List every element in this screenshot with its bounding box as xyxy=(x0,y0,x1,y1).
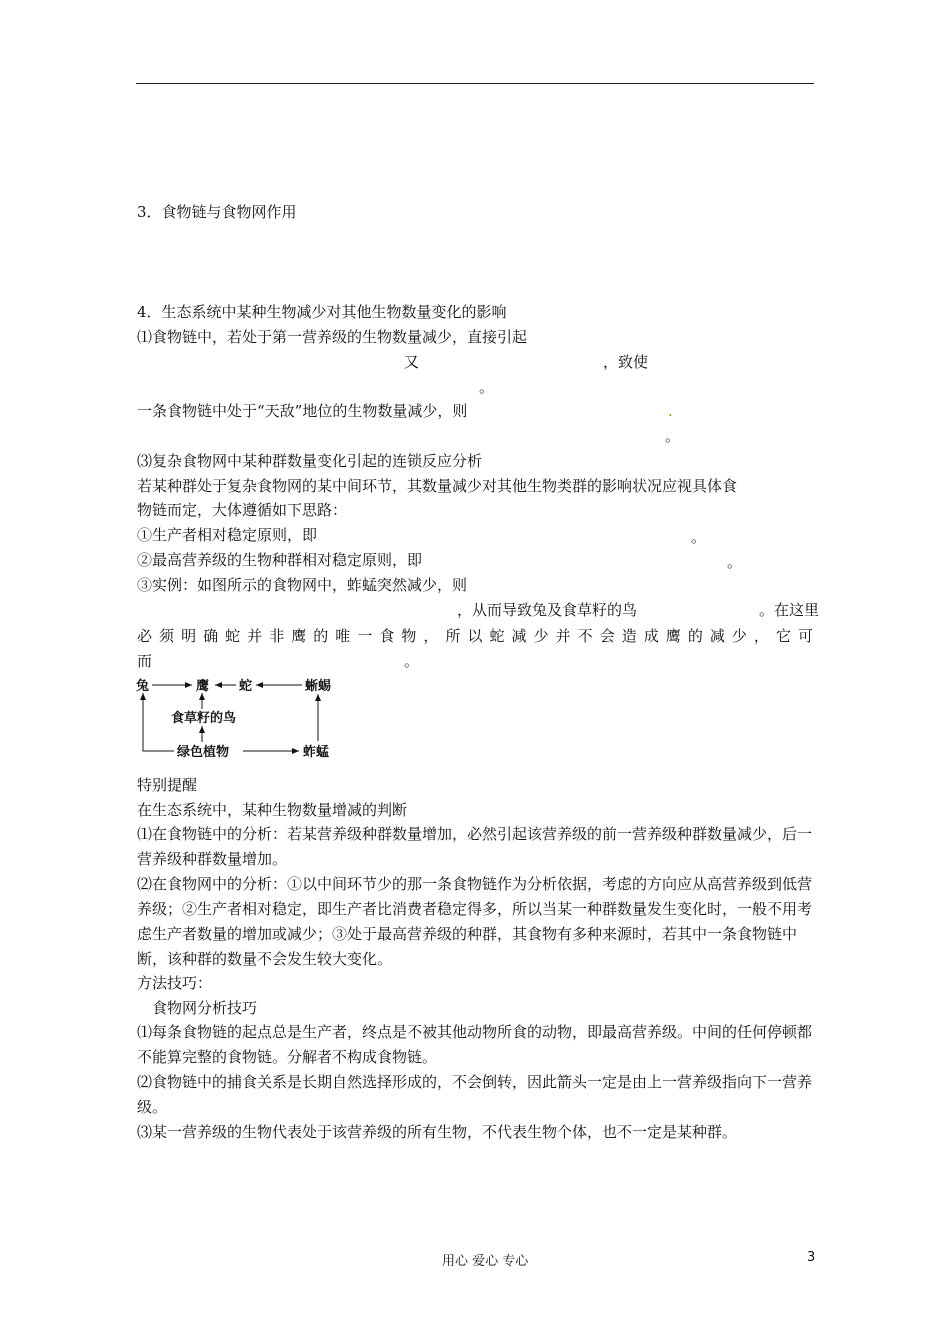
node-rabbit: 兔 xyxy=(136,679,150,694)
node-seed-bird: 食草籽的鸟 xyxy=(171,711,237,726)
methods-p1: ⑴每条食物链的起点总是生产者，终点是不被其他动物所食的动物，即最高营养级。中间的任何停顿都不能算完整的食物链。分解者不构成食物链。 xyxy=(137,1023,813,1066)
methods-subheading: 食物网分析技巧 xyxy=(152,999,258,1017)
reminder-p2: ⑵在食物网中的分析：①以中间环节少的那一条食物链作为分析依据，考虑的方向应从高营养级到低营养级；②生产者相对稳定，即生产者比消费者稳定得多，所以当某一种群数量发生变化时，一般不用考虑生产者数量的增加或减少；③处于最高营养级的种群，其食物有多种来源时，若其中一条食物链中断，该种群的数量不会发生较大变化。 xyxy=(137,875,813,968)
methods-p2: ⑵食物链中的捕食关系是长期自然选择形成的，不会倒转，因此箭头一定是由上一营养级指向下一营养级。 xyxy=(137,1073,813,1116)
food-web-diagram xyxy=(134,673,344,765)
item-1-end: 。 xyxy=(691,528,707,546)
footer-motto: 用心 爱心 专心 xyxy=(442,1254,529,1269)
node-snake: 蛇 xyxy=(239,679,253,694)
section-4-heading: 4．生态系统中某种生物减少对其他生物数量变化的影响 xyxy=(137,303,507,321)
para-3-heading: ⑶复杂食物网中某种群数量变化引起的连锁反应分析 xyxy=(137,452,483,470)
item-3-mid: ，从而导致兔及食草籽的鸟 xyxy=(457,601,638,619)
node-lizard: 蜥蜴 xyxy=(305,679,332,694)
para-3-line-2: 物链而定，大体遵循如下思路： xyxy=(137,501,348,519)
para-1-zhishi: ，致使 xyxy=(603,353,649,371)
page-number: 3 xyxy=(807,1250,816,1265)
item-3-er-end: 。 xyxy=(404,652,420,670)
node-grasshopper: 蚱蜢 xyxy=(303,745,330,760)
item-2-end: 。 xyxy=(727,553,743,571)
reminder-heading: 特别提醒 xyxy=(137,776,198,794)
para-2: 一条食物链中处于“天敌”地位的生物数量减少，则 xyxy=(137,402,468,420)
node-eagle: 鹰 xyxy=(196,679,210,694)
reminder-subheading: 在生态系统中，某种生物数量增减的判断 xyxy=(137,801,408,819)
para-1-you: 又 xyxy=(404,353,420,371)
para-3-line-1: 若某种群处于复杂食物网的某中间环节，其数量减少对其他生物类群的影响状况应视具体食 xyxy=(137,477,738,495)
item-1: ①生产者相对稳定原则，即 xyxy=(137,526,318,544)
arrow-plants-rabbit xyxy=(143,693,174,751)
item-3: ③实例：如图所示的食物网中，蚱蜢突然减少，则 xyxy=(137,576,468,594)
reminder-p1: ⑴在食物链中的分析：若某营养级种群数量增加，必然引起该营养级的前一营养级种群数量减少，后一营养级种群数量增加。 xyxy=(137,825,813,868)
para-2-end: 。 xyxy=(665,427,681,445)
item-2: ②最高营养级的生物种群相对稳定原则，即 xyxy=(137,551,423,569)
methods-p3: ⑶某一营养级的生物代表处于该营养级的所有生物，不代表生物个体，也不一定是某种群。 xyxy=(137,1123,738,1141)
header-rule xyxy=(136,83,814,84)
para-1-end: 。 xyxy=(479,378,495,396)
item-3-er: 而 xyxy=(137,652,153,670)
item-3-tail: 。在这里 xyxy=(759,601,820,619)
para-1-line-1: ⑴食物链中，若处于第一营养级的生物数量减少，直接引起 xyxy=(137,328,528,346)
item-3-line-3: 必须明确蛇并非鹰的唯一食物，所以蛇减少并不会造成鹰的减少，它可 xyxy=(137,627,815,645)
node-plants: 绿色植物 xyxy=(177,745,230,760)
methods-heading: 方法技巧： xyxy=(137,974,213,992)
section-3-heading: 3．食物链与食物网作用 xyxy=(137,203,297,221)
stray-mark: . xyxy=(668,402,673,420)
